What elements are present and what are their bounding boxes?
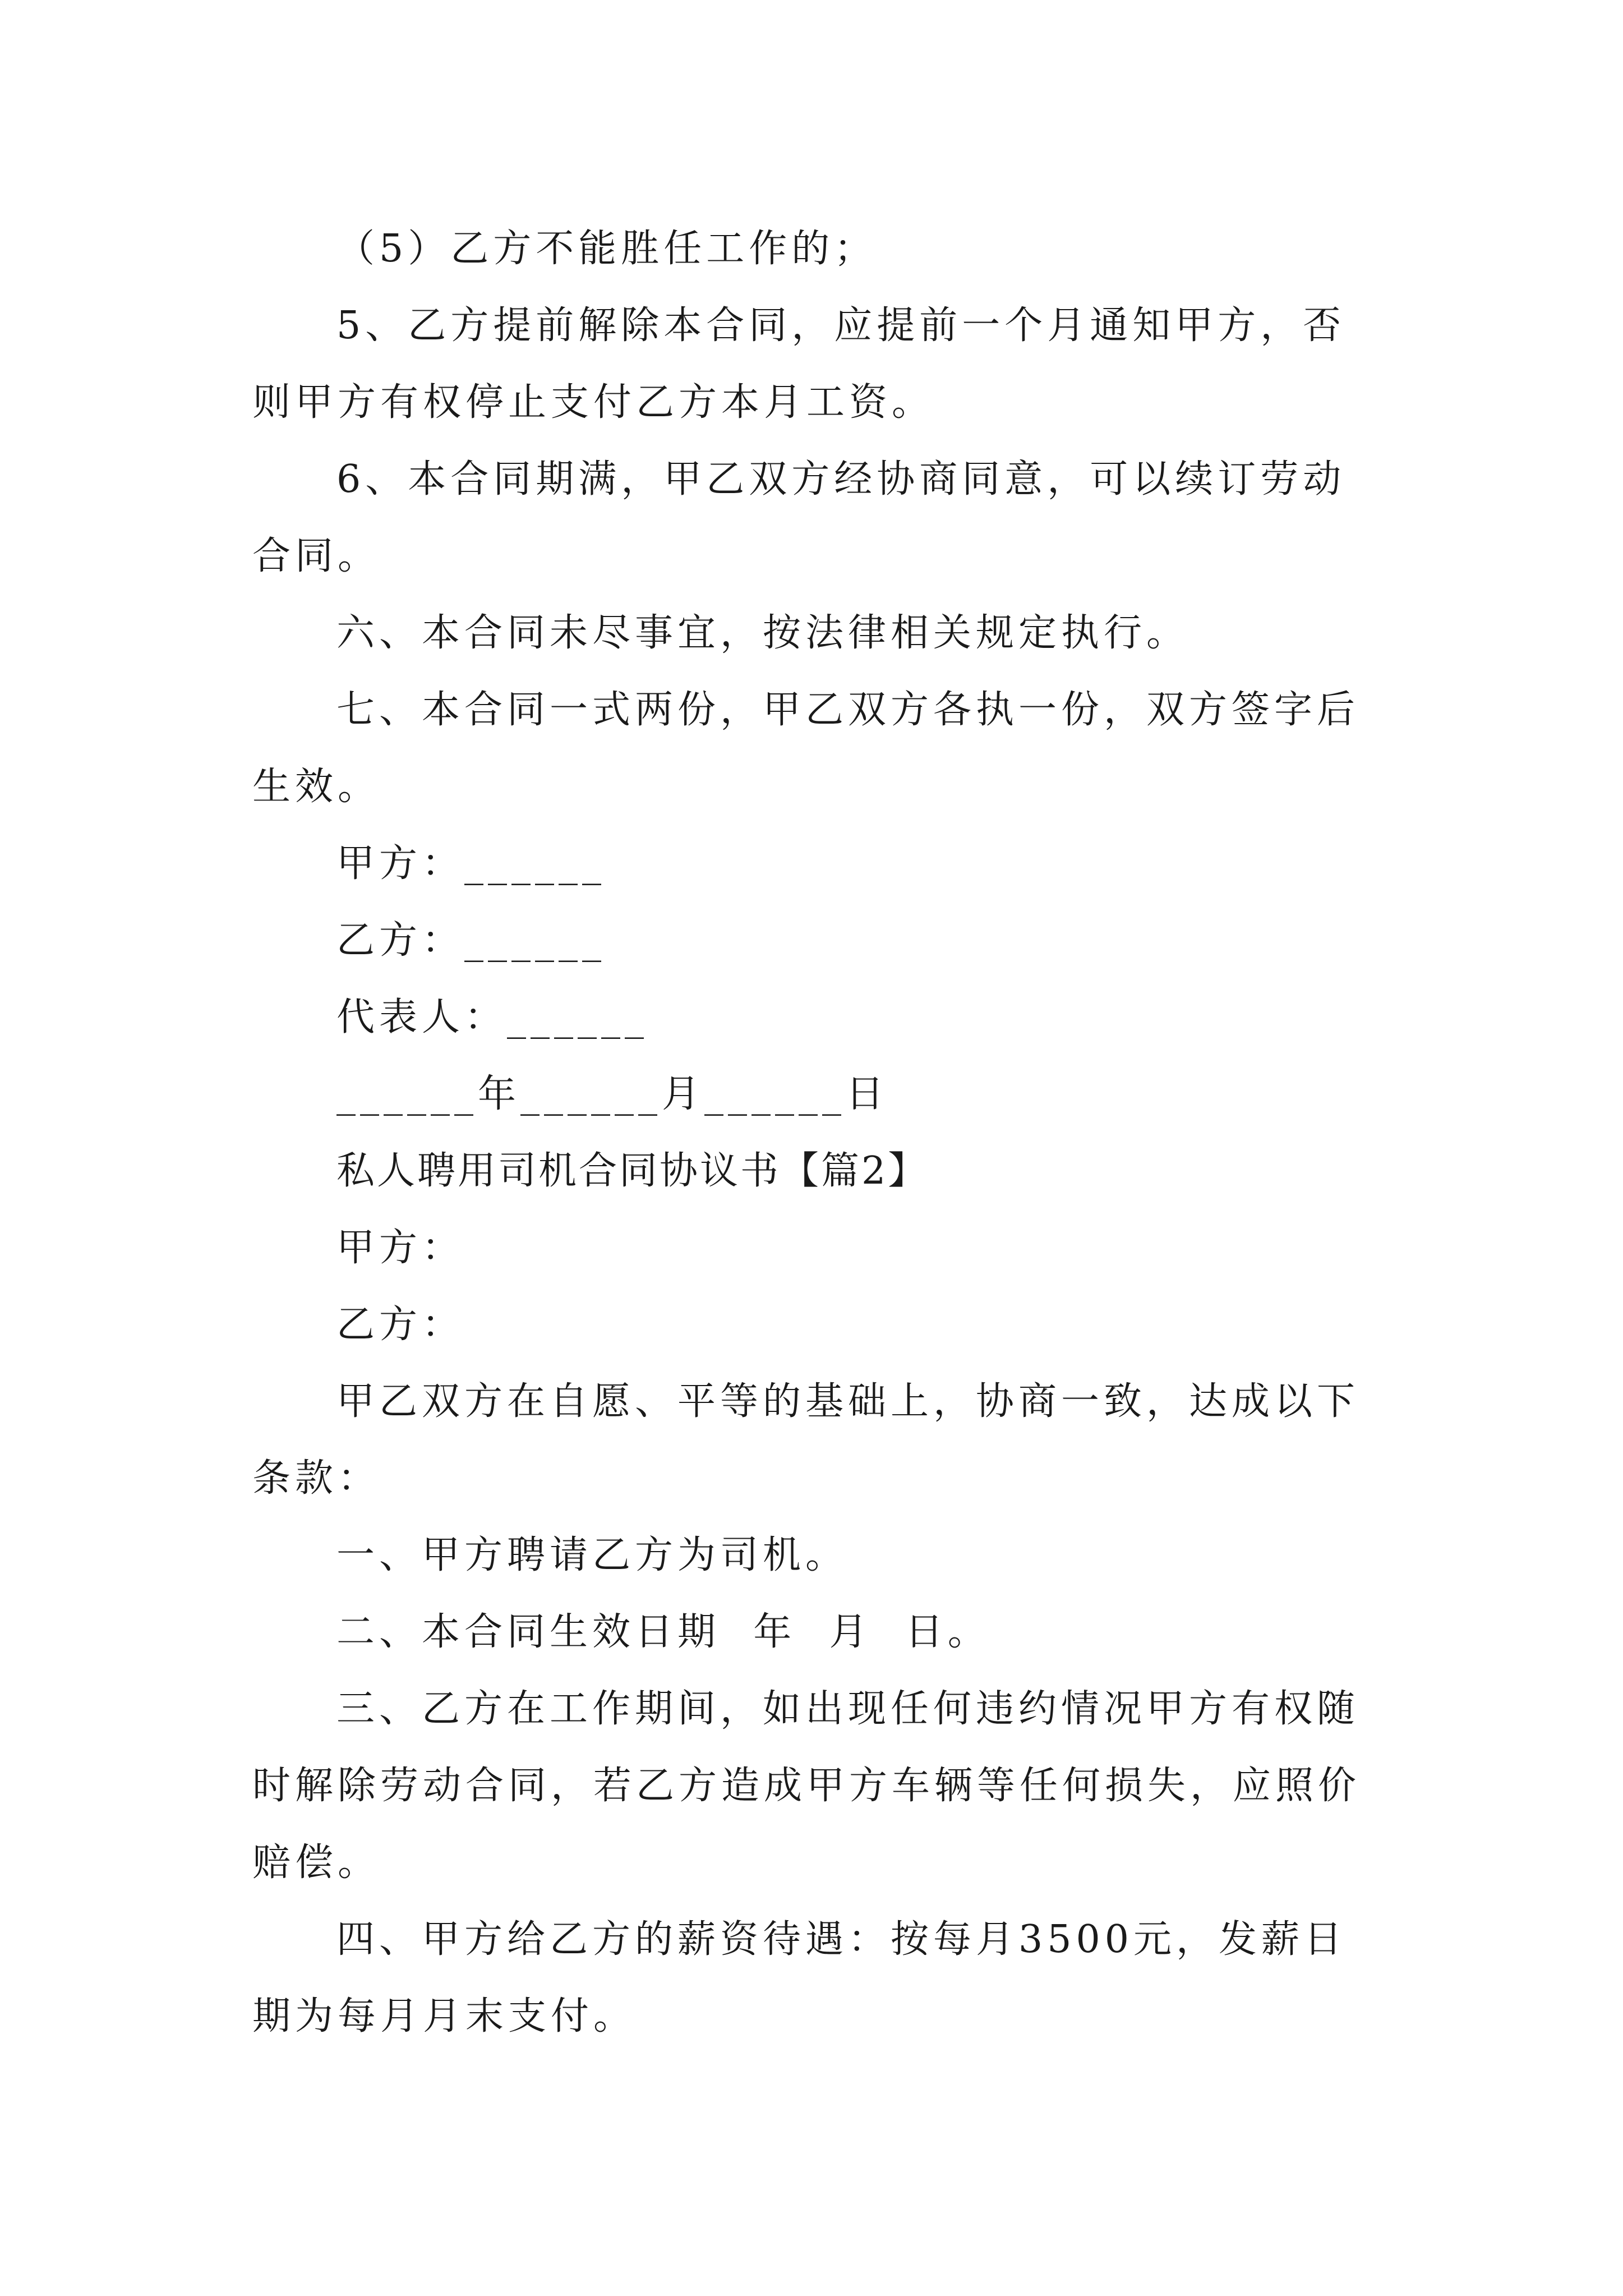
contract-2-clause-2: 二、本合同生效日期 年 月 日。: [336, 1610, 990, 1654]
representative-signature-line: 代表人：______: [336, 995, 649, 1039]
section-7-copies: 七、本合同一式两份，甲乙双方各执一份，双方签字后生效。: [252, 688, 1360, 809]
section-6-matters: 六、本合同未尽事宜，按法律相关规定执行。: [336, 611, 1189, 655]
party-b-label: 乙方：: [336, 1303, 465, 1347]
date-line: ______年______月______日: [336, 1072, 889, 1116]
contract-2-clause-3: 三、乙方在工作期间，如出现任何违约情况甲方有权随时解除劳动合同，若乙方造成甲方车辆等任何损失，应照价赔偿。: [252, 1687, 1361, 1885]
contract-2-preamble: 甲乙双方在自愿、平等的基础上，协商一致，达成以下条款：: [252, 1379, 1360, 1501]
clause-5-item-5: （5）乙方不能胜任工作的；: [336, 227, 877, 271]
party-b-signature-line: 乙方：______: [336, 918, 606, 963]
contract-body: [252, 210, 1374, 2055]
party-a-signature-line: 甲方：______: [336, 841, 606, 886]
clause-5-early-termination: 5、乙方提前解除本合同，应提前一个月通知甲方，否则甲方有权停止支付乙方本月工资。: [252, 303, 1346, 425]
contract-2-title: 私人聘用司机合同协议书【篇2】: [336, 1149, 929, 1193]
clause-6-renewal: 6、本合同期满，甲乙双方经协商同意，可以续订劳动合同。: [252, 457, 1346, 578]
contract-2-clause-4: 四、甲方给乙方的薪资待遇：按每月3500元，发薪日期为每月月末支付。: [252, 1917, 1347, 2039]
contract-2-clause-1: 一、甲方聘请乙方为司机。: [336, 1533, 849, 1577]
party-a-label: 甲方：: [336, 1226, 465, 1270]
